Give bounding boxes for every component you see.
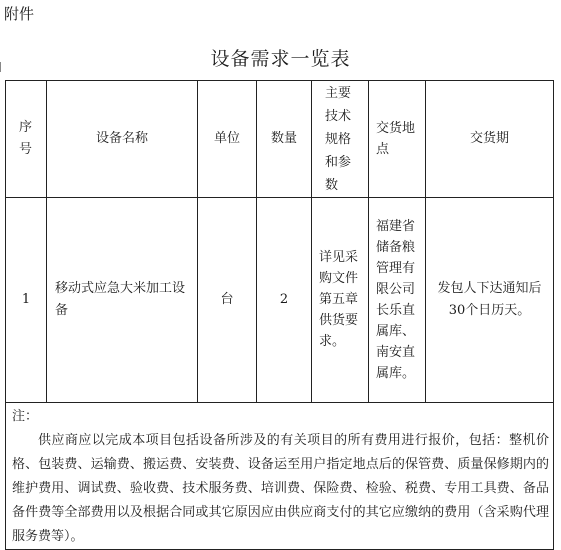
cell-qty: 2 [257, 198, 312, 403]
table-row [6, 198, 554, 403]
header-qty-label: 数量 [270, 131, 297, 146]
header-name [47, 81, 198, 198]
header-spec-label: 主要技术规格和参数 [325, 85, 352, 193]
cell-name [47, 198, 198, 403]
document-title: 设备需求一览表 [210, 48, 351, 70]
attachment-label: 附件 [4, 5, 35, 23]
cell-delivery-place [369, 198, 426, 403]
cell-unit: 台 [198, 198, 257, 403]
header-delivery-period-label: 交货期 [469, 131, 509, 146]
header-delivery-place-label: 交货地点 [376, 120, 416, 157]
header-delivery-place [369, 81, 426, 198]
header-seq-label: 序号 [19, 120, 33, 157]
header-spec [312, 81, 369, 198]
table-header-row [6, 81, 554, 198]
note-row [6, 403, 554, 550]
cell-seq: 1 [6, 198, 47, 403]
header-qty [257, 81, 312, 198]
header-seq [6, 81, 47, 198]
header-unit-label: 单位 [213, 131, 240, 146]
cell-name-text: 移动式应急大米加工设备 [55, 281, 186, 318]
cell-delivery-period [426, 198, 554, 403]
note-label: 注： [12, 409, 39, 424]
header-delivery-period [426, 81, 554, 198]
header-name-label: 设备名称 [95, 131, 148, 146]
header-unit [198, 81, 257, 198]
cell-spec-text: 详见采购文件第五章供货要求。 [319, 250, 359, 349]
equipment-requirements-table [5, 80, 554, 550]
cell-spec [312, 198, 369, 403]
note-text: 供应商应以完成本项目包括设备所涉及的有关项目的所有费用进行报价，包括：整机价格、包装费、运输费、搬运费、安装费、设备运至用户指定地点后的保管费、质量保修期内的维护费用、调试费、验收费、技术服务费、培训费、保险费、检验、税费、专用工具费、备品备件费等全部费用以及根据合同或其它原因应由供应商支付的其它应缴纳的费用（含采购代理服务费等）。 [12, 433, 549, 544]
note-cell [6, 403, 554, 550]
cell-delivery-period-text: 发包人下达通知后30个日历天。 [437, 281, 542, 318]
cell-delivery-place-text: 福建省储备粮管理有限公司长乐直属库、南安直属库。 [376, 218, 416, 381]
